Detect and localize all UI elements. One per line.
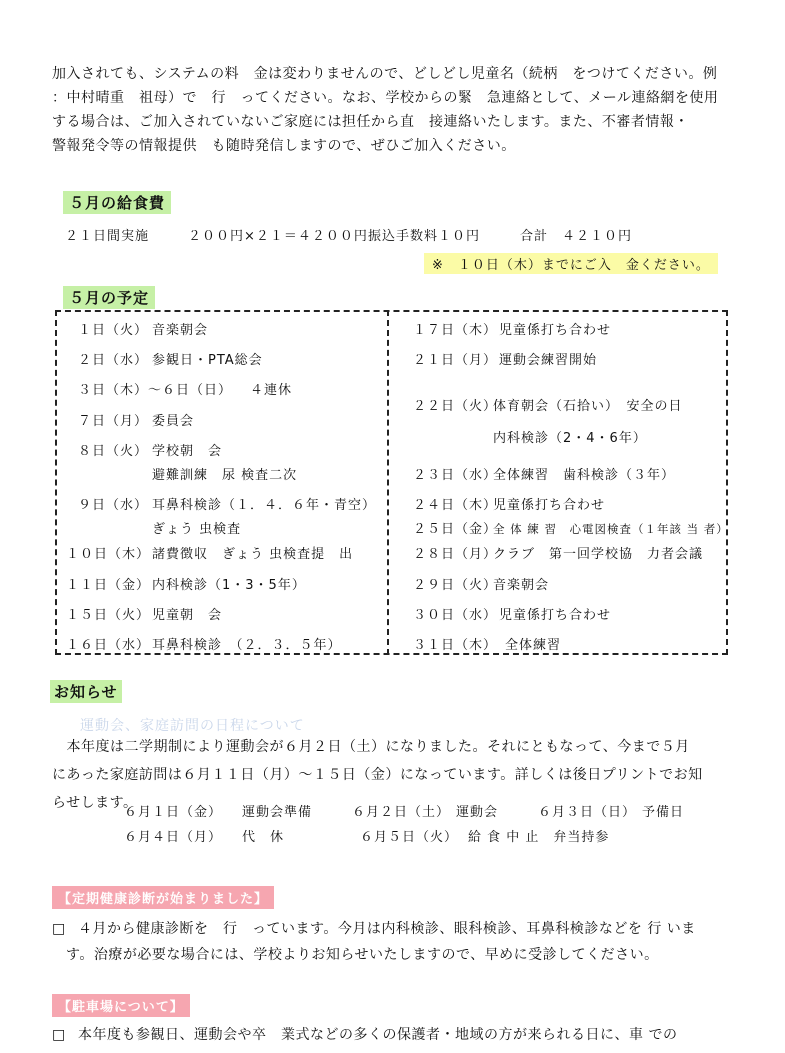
schedule-event: 体育朝会（石拾い） 安全の日 [493, 399, 683, 414]
schedule-event: 全体練習 歯科検診（３年） [493, 468, 676, 483]
event-date: ６月２日（土） [352, 805, 451, 820]
schedule-date: ３１日（木） [413, 638, 498, 653]
event-name: 予備日 [642, 805, 685, 820]
health-check-text [52, 916, 742, 968]
event-date: ６月３日（日） [538, 805, 637, 820]
schedule-row [66, 634, 342, 653]
schedule-row [413, 518, 729, 537]
schedule-row [78, 349, 263, 368]
parking-line: 本年度も参観日、運動会や卒 業式などの多くの保護者・地域の方が来られる日に、車 での [78, 1027, 678, 1043]
notices-heading: お知らせ [50, 680, 122, 703]
schedule-date: １５日（火） [66, 608, 151, 623]
schedule-date: １７日（木） [413, 323, 498, 338]
schedule-date: １日（火） [78, 323, 149, 338]
schedule-row [413, 634, 561, 653]
health-check-heading: 【定期健康診断が始まりました】 [52, 886, 274, 909]
event-row [124, 801, 684, 820]
schedule-row [78, 379, 292, 398]
schedule-event: 児童係打ち合わせ [493, 498, 606, 513]
event-date: ６月４日（月） [124, 830, 223, 845]
event-name: 運動会 [456, 805, 499, 820]
checkbox-bullet-icon: □ [52, 921, 66, 937]
lunch-calculation: ２００円×２１＝４２００円 [188, 229, 368, 244]
lunch-total: 合計 ４２１０円 [520, 229, 633, 244]
schedule-row [78, 440, 222, 459]
schedule-date: ２８日（月） [413, 547, 498, 562]
event-name: 代 休 [242, 830, 285, 845]
schedule-event: 学校朝 会 [152, 444, 223, 459]
schedule-event: 内科検診（2・4・6年） [493, 431, 647, 446]
schedule-event: 参観日・PTA総会 [152, 353, 263, 368]
schedule-date: ８日（火） [78, 444, 149, 459]
schedule-date: １６日（水） [66, 638, 151, 653]
intro-line: 警報発令等の情報提供 も随時発信しますので、ぜひご加入ください。 [52, 138, 516, 154]
schedule-row [413, 395, 683, 414]
schedule-row [413, 494, 605, 513]
event-name: 運動会準備 [242, 805, 313, 820]
schedule-row [78, 410, 194, 429]
schedule-date: ３日（木）～６日（日） [78, 383, 233, 398]
parking-heading: 【駐車場について】 [52, 994, 190, 1017]
schedule-date: ２９日（火） [413, 578, 498, 593]
event-date: ６月５日（火） [360, 830, 459, 845]
event-row [124, 826, 609, 845]
schedule-row [413, 604, 611, 623]
schedule-event: 耳鼻科検診 （２．３．５年） [152, 638, 342, 653]
schedule-row [413, 464, 675, 483]
event-date: ６月１日（金） [124, 805, 223, 820]
schedule-date: ２２日（火） [413, 399, 498, 414]
event-name: 給 食 中 止 弁当持参 [468, 830, 610, 845]
schedule-event: 諸費徴収 ぎょう 虫検査提 出 [152, 547, 354, 562]
schedule-event: 児童係打ち合わせ [499, 608, 612, 623]
lunch-days: ２１日間実施 [65, 229, 150, 244]
lunch-fee-heading: ５月の給食費 [63, 191, 171, 214]
notices-line: らせします。 [52, 795, 138, 811]
schedule-event: 耳鼻科検診（１．４．６年・青空） [152, 498, 377, 513]
schedule-event: ４連休 [250, 383, 293, 398]
schedule-row [413, 543, 703, 562]
lunch-transfer-fee: 振込手数料１０円 [368, 229, 481, 244]
schedule-event: 音楽朝会 [493, 578, 550, 593]
schedule-date: ２日（水） [78, 353, 149, 368]
schedule-row [78, 494, 376, 513]
schedule-event: 委員会 [152, 414, 195, 429]
schedule-event: ぎょう 虫検査 [152, 522, 242, 537]
schedule-event: 児童係打ち合わせ [499, 323, 612, 338]
health-line: ４月から健康診断を 行 っています。今月は内科検診、眼科検診、耳鼻科検診などを 行 いま [78, 921, 696, 937]
schedule-row [66, 574, 306, 593]
schedule-row [78, 319, 208, 338]
schedule-date: ２３日（水） [413, 468, 498, 483]
schedule-row [413, 574, 549, 593]
schedule-date: ９日（水） [78, 498, 149, 513]
notices-line: 本年度は二学期制により運動会が６月２日（土）になりました。それにともなって、今まで５月 [52, 739, 690, 755]
schedule-date: ３０日（水） [413, 608, 498, 623]
payment-deadline-notice: ※ １０日（木）までにご入 金ください。 [424, 253, 718, 274]
schedule-date: ２４日（木） [413, 498, 498, 513]
schedule-event: 避難訓練 尿 検査二次 [152, 468, 298, 483]
intro-line: 加入されても、システムの料 金は変わりませんので、どしどし児童名（続柄 をつけてください。例 [52, 66, 718, 82]
schedule-row [413, 319, 611, 338]
schedule-row [66, 604, 222, 623]
schedule-divider [387, 310, 389, 655]
schedule-event: クラブ 第一回学校協 力者会議 [493, 547, 704, 562]
health-line: す。治療が必要な場合には、学校よりお知らせいたしますので、早めに受診してください。 [66, 947, 659, 963]
schedule-event: 運動会練習開始 [499, 353, 598, 368]
schedule-event: 音楽朝会 [152, 323, 209, 338]
notices-line: にあった家庭訪問は６月１１日（月）～１５日（金）になっています。詳しくは後日プリントでお知 [52, 767, 703, 783]
checkbox-bullet-icon: □ [52, 1027, 66, 1043]
schedule-date: ２１日（月） [413, 353, 498, 368]
schedule-date: ７日（月） [78, 414, 149, 429]
faded-subheading: 運動会、家庭訪問の日程について [80, 718, 305, 734]
schedule-event: 児童朝 会 [152, 608, 223, 623]
schedule-row [413, 349, 597, 368]
schedule-date: １０日（木） [66, 547, 151, 562]
intro-paragraph [52, 62, 742, 158]
schedule-date: １１日（金） [66, 578, 151, 593]
schedule-event: 内科検診（1・3・5年） [152, 578, 306, 593]
schedule-event: 全体練習 [505, 638, 562, 653]
schedule-date: ２５日（金） [413, 522, 498, 537]
schedule-event: 全 体 練 習 心電図検査（１年該 当 者） [493, 522, 729, 536]
schedule-row [66, 543, 353, 562]
schedule-heading: ５月の予定 [63, 286, 155, 309]
intro-line: する場合は、ご加入されていないご家庭には担任から直 接連絡いたします。また、不審者情報・ [52, 114, 689, 130]
intro-line: ：中村晴重 祖母）で 行 ってください。なお、学校からの緊 急連絡として、メール連絡網を使用 [52, 90, 719, 106]
parking-text [52, 1022, 742, 1048]
